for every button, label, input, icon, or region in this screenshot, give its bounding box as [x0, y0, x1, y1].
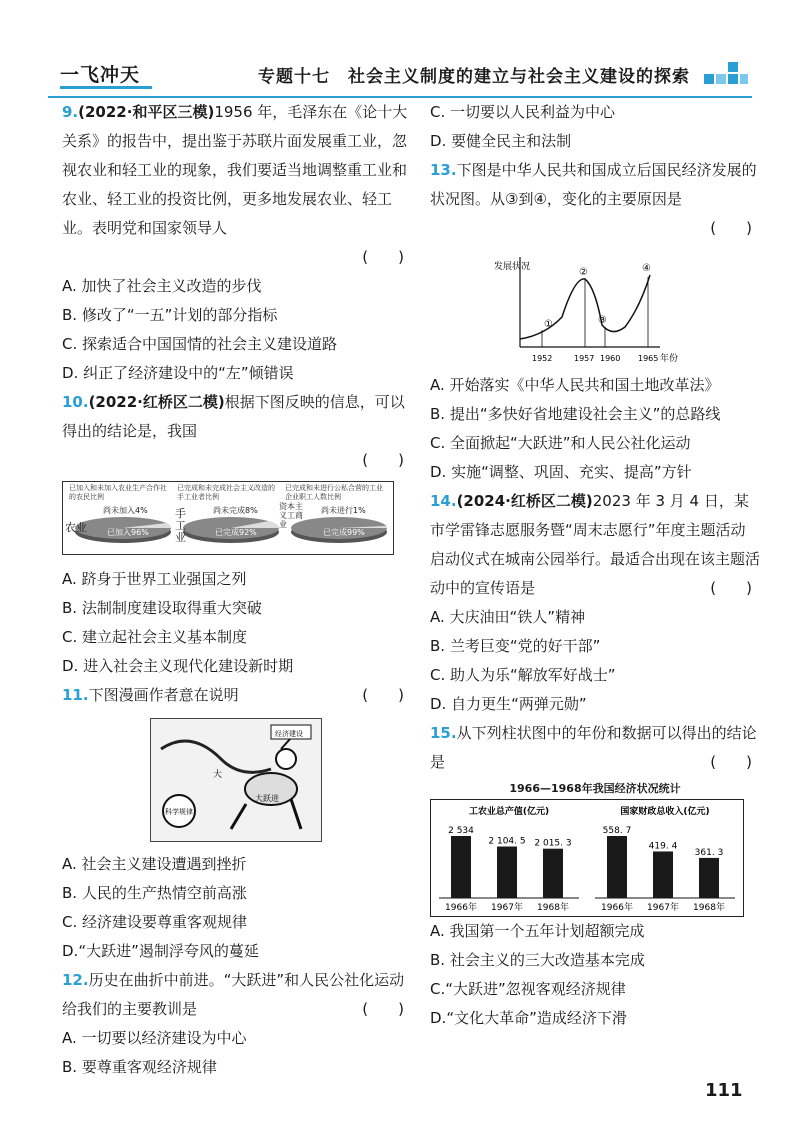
question-10	[62, 388, 412, 681]
category-label: 1968年	[537, 903, 569, 913]
option-a[interactable]: A. 跻身于世界工业强国之列	[62, 570, 247, 588]
bar	[543, 849, 563, 898]
question-stem: 下图是中华人民共和国成立后国民经济发展的状况图。从③到④，变化的主要原因是	[430, 161, 757, 208]
answer-blank[interactable]: ( )	[362, 686, 404, 704]
caption-handicraft: 已完成和未完成社会主义改造的手工业者比例	[177, 484, 275, 501]
option-a[interactable]: A. 一切要以经济建设为中心	[62, 1029, 247, 1047]
question-stem: 历史在曲折中前进。“大跃进”和人民公社化运动给我们的主要教训是	[62, 971, 405, 1018]
answer-blank[interactable]: ( )	[362, 451, 404, 469]
option-c[interactable]: C. 探索适合中国国情的社会主义建设道路	[62, 335, 338, 353]
option-c[interactable]: C. 经济建设要尊重客观规律	[62, 913, 248, 931]
bar	[653, 851, 673, 898]
question-number: 14.	[430, 492, 457, 510]
cartoon-label-economy: 经济建设	[275, 730, 303, 738]
option-d[interactable]: D. 纠正了经济建设中的“左”倾错误	[62, 364, 294, 382]
question-15	[430, 719, 760, 1033]
cartoon-label-big: 大	[213, 770, 223, 780]
year-1957: 1957	[574, 354, 595, 363]
cartoon-label-science: 科学规律	[165, 808, 193, 816]
bar-label: 419. 4	[648, 841, 678, 852]
transformation-figure	[62, 481, 394, 555]
answer-blank[interactable]: ( )	[710, 219, 752, 237]
point-4: ④	[642, 263, 651, 274]
option-b[interactable]: B. 社会主义的三大改造基本完成	[430, 951, 645, 969]
left-column	[62, 98, 412, 1082]
category-label: 1967年	[491, 903, 523, 913]
question-9	[62, 98, 412, 388]
question-stem: 从下列柱状图中的年份和数据可以得出的结论是	[430, 724, 757, 771]
question-number: 10.	[62, 393, 89, 411]
bar	[451, 836, 471, 898]
option-d[interactable]: D. 实施“调整、巩固、充实、提高”方针	[430, 463, 692, 481]
question-number: 11.	[62, 686, 89, 704]
bar-chart-title: 1966—1968年我国经济状况统计	[509, 782, 681, 795]
sector-capitalist: 资本主义工商业	[279, 502, 303, 529]
year-1965: 1965	[638, 354, 659, 363]
question-number: 13.	[430, 161, 457, 179]
done-handicraft: 已完成92%	[215, 528, 257, 537]
remain-capitalist: 尚未进行1%	[321, 506, 366, 515]
bar	[699, 858, 719, 898]
year-1960: 1960	[600, 354, 621, 363]
point-1: ①	[544, 319, 553, 330]
bar-label: 2 534	[448, 826, 474, 836]
remain-agriculture: 尚未加入4%	[103, 506, 148, 515]
question-number: 12.	[62, 971, 89, 989]
done-agriculture: 已加入96%	[107, 528, 149, 537]
question-number: 9.	[62, 103, 79, 121]
option-a[interactable]: A. 社会主义建设遭遇到挫折	[62, 855, 247, 873]
bar-label: 558. 7	[602, 826, 632, 836]
cartoon-label-leap: 大跃进	[255, 794, 279, 803]
series-name: 工农业总产值(亿元)	[468, 807, 550, 817]
question-number: 15.	[430, 724, 457, 742]
option-b[interactable]: B. 法制制度建设取得重大突破	[62, 599, 262, 617]
answer-blank[interactable]: ( )	[362, 1000, 404, 1018]
option-c[interactable]: C. 一切要以人民利益为中心	[430, 103, 616, 121]
option-a[interactable]: A. 加快了社会主义改造的步伐	[62, 277, 262, 295]
answer-blank[interactable]: ( )	[710, 579, 752, 597]
question-stem: 下图漫画作者意在说明	[88, 686, 239, 704]
question-source: (2022·红桥区二模)	[88, 393, 225, 411]
bar-label: 2 104. 5	[488, 836, 526, 847]
option-d[interactable]: D. 要健全民主和法制	[430, 132, 572, 150]
question-13	[430, 156, 760, 487]
option-a[interactable]: A. 开始落实《中华人民共和国土地改革法》	[430, 376, 720, 394]
question-12	[62, 966, 412, 1082]
page-number: 111	[705, 1080, 743, 1101]
category-label: 1966年	[601, 903, 633, 913]
category-label: 1968年	[693, 903, 725, 913]
question-stem: 2023 年 3 月 4 日，某市学雷锋志愿服务暨“周末志愿行”年度主题活动启动仪式在城南公园举行。最适合出现在该主题活动中的宣传语是	[430, 492, 761, 597]
caption-capitalist: 已完成和未进行公私合营的工业企业职工人数比例	[285, 484, 383, 501]
question-14	[430, 487, 760, 719]
header-decoration-icon	[702, 60, 750, 88]
question-11	[62, 681, 412, 966]
question-stem: 根据下图反映的信息，可以得出的结论是，我国	[62, 393, 405, 440]
option-c[interactable]: C. 助人为乐“解放军好战士”	[430, 666, 616, 684]
option-a[interactable]: A. 大庆油田“铁人”精神	[430, 608, 586, 626]
category-label: 1967年	[647, 903, 679, 913]
bar	[607, 836, 627, 898]
brand-logo: 一飞冲天	[60, 64, 141, 86]
option-b[interactable]: B. 要尊重客观经济规律	[62, 1058, 217, 1076]
series-name: 国家财政总收入(亿元)	[620, 807, 710, 817]
economy-line-chart	[490, 247, 680, 367]
sector-agriculture: 农业	[65, 521, 87, 534]
chart-xlabel: 年份	[660, 354, 679, 364]
point-2: ②	[579, 267, 588, 278]
option-c[interactable]: C.“大跃进”忽视客观经济规律	[430, 980, 626, 998]
option-c[interactable]: C. 建立起社会主义基本制度	[62, 628, 248, 646]
bar	[497, 847, 517, 898]
option-b[interactable]: B. 修改了“一五”计划的部分指标	[62, 306, 278, 324]
option-d[interactable]: D. 进入社会主义现代化建设新时期	[62, 657, 294, 675]
answer-blank[interactable]: ( )	[362, 248, 404, 266]
point-3: ③	[598, 315, 607, 326]
done-capitalist: 已完成99%	[323, 528, 365, 537]
cartoon-image	[150, 718, 322, 842]
page-header	[60, 58, 750, 92]
option-b[interactable]: B. 兰考巨变“党的好干部”	[430, 637, 601, 655]
remain-handicraft: 尚未完成8%	[213, 506, 258, 515]
topic-title: 专题十七 社会主义制度的建立与社会主义建设的探索	[258, 67, 690, 87]
sector-handicraft: 手工业	[175, 507, 186, 544]
question-source: (2024·红桥区二模)	[456, 492, 593, 510]
option-d[interactable]: D. 自力更生“两弹元勋”	[430, 695, 587, 713]
option-a[interactable]: A. 我国第一个五年计划超额完成	[430, 922, 645, 940]
option-b[interactable]: B. 人民的生产热情空前高涨	[62, 884, 247, 902]
question-12-continued	[430, 98, 760, 156]
caption-agriculture: 已加入和未加入农业生产合作社的农民比例	[69, 484, 167, 501]
answer-blank[interactable]: ( )	[710, 753, 752, 771]
option-d[interactable]: D.“大跃进”遏制浮夸风的蔓延	[62, 942, 259, 960]
question-stem: 1956 年，毛泽东在《论十大关系》的报告中，提出鉴于苏联片面发展重工业，忽视农业和轻工业的现象，我们要适当地调整重工业和农业、轻工业的投资比例，更多地发展农业、轻工业。表明党和国家领导人	[62, 103, 408, 237]
category-label: 1966年	[445, 903, 477, 913]
year-1952: 1952	[532, 354, 553, 363]
bar-label: 361. 3	[694, 847, 724, 858]
question-source: (2022·和平区三模)	[78, 103, 215, 121]
bar-label: 2 015. 3	[534, 838, 572, 849]
option-b[interactable]: B. 提出“多快好省地建设社会主义”的总路线	[430, 405, 721, 423]
right-column	[430, 98, 760, 1033]
option-c[interactable]: C. 全面掀起“大跃进”和人民公社化运动	[430, 434, 691, 452]
chart-ylabel: 发展状况	[494, 262, 531, 272]
brand-underline	[60, 86, 152, 89]
economy-bar-chart	[430, 799, 744, 917]
option-d[interactable]: D.“文化大革命”造成经济下滑	[430, 1009, 627, 1027]
